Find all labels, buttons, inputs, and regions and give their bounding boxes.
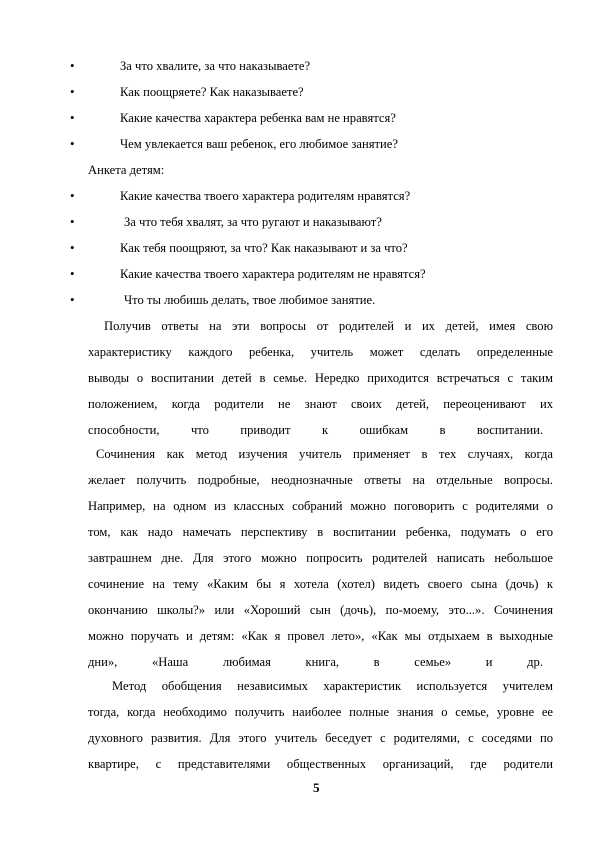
bullet-icon: • bbox=[70, 136, 75, 151]
bullet-icon: • bbox=[70, 188, 75, 203]
paragraph-line: Метод обобщения независимых характеристик используется учителем bbox=[112, 679, 553, 693]
parent-question: Чем увлекается ваш ребенок, его любимое занятие? bbox=[120, 137, 398, 151]
paragraph-line: дни», «Наша любимая книга, в семье» и др. bbox=[88, 655, 543, 669]
bullet-icon: • bbox=[70, 58, 75, 73]
bullet-icon: • bbox=[70, 110, 75, 125]
parent-question: Как поощряете? Как наказываете? bbox=[120, 85, 304, 99]
paragraph-line: можно поручать и детям: «Как я провел лето», «Как мы отдыхаем в выходные bbox=[88, 629, 553, 643]
bullet-icon: • bbox=[70, 84, 75, 99]
paragraph-line: желает получить подробные, неоднозначные ответы на отдельные вопросы. bbox=[88, 473, 553, 487]
bullet-icon: • bbox=[70, 266, 75, 281]
paragraph-line: способности, что приводит к ошибкам в воспитании. bbox=[88, 423, 543, 437]
paragraph-line: Сочинения как метод изучения учитель применяет в тех случаях, когда bbox=[96, 447, 553, 461]
paragraph-line: духовного развития. Для этого учитель беседует с родителями, с соседями по bbox=[88, 731, 553, 745]
child-question: Что ты любишь делать, твое любимое занятие. bbox=[124, 293, 376, 307]
bullet-icon: • bbox=[70, 214, 75, 229]
paragraph-line: окончанию школы?» или «Хороший сын (дочь), по-моему, это...». Сочинения bbox=[88, 603, 553, 617]
paragraph-line: том, как надо намечать перспективу в воспитании ребенка, подумать о его bbox=[88, 525, 553, 539]
child-question: Какие качества твоего характера родителям нравятся? bbox=[120, 189, 411, 203]
paragraph-line: Получив ответы на эти вопросы от родителей и их детей, имея свою bbox=[104, 319, 553, 333]
parent-question: За что хвалите, за что наказываете? bbox=[120, 59, 311, 73]
children-questionnaire-heading: Анкета детям: bbox=[88, 163, 165, 177]
paragraph-line: тогда, когда необходимо получить наиболее полные знания о семье, уровне ее bbox=[88, 705, 553, 719]
parent-question: Какие качества характера ребенка вам не нравятся? bbox=[120, 111, 396, 125]
paragraph-line: характеристику каждого ребенка, учитель может сделать определенные bbox=[88, 345, 553, 359]
bullet-icon: • bbox=[70, 240, 75, 255]
paragraph-line: квартире, с представителями общественных организаций, где родители bbox=[88, 757, 553, 771]
paragraph-line: сочинение на тему «Каким бы я хотела (хотел) видеть своего сына (дочь) к bbox=[88, 577, 553, 591]
paragraph-line: положением, когда родители не знают своих детей, переоценивают их bbox=[88, 397, 553, 411]
child-question: Какие качества твоего характера родителям не нравятся? bbox=[120, 267, 426, 281]
paragraph-line: выводы о воспитании детей в семье. Нередко приходится встречаться с таким bbox=[88, 371, 553, 385]
bullet-icon: • bbox=[70, 292, 75, 307]
child-question: За что тебя хвалят, за что ругают и наказывают? bbox=[124, 215, 382, 229]
page-number: 5 bbox=[313, 780, 320, 795]
child-question: Как тебя поощряют, за что? Как наказывают и за что? bbox=[120, 241, 408, 255]
paragraph-line: Например, на одном из классных собраний можно поговорить с родителями о bbox=[88, 499, 553, 513]
paragraph-line: завтрашнем дне. Для этого можно попросить родителей написать небольшое bbox=[88, 551, 553, 565]
